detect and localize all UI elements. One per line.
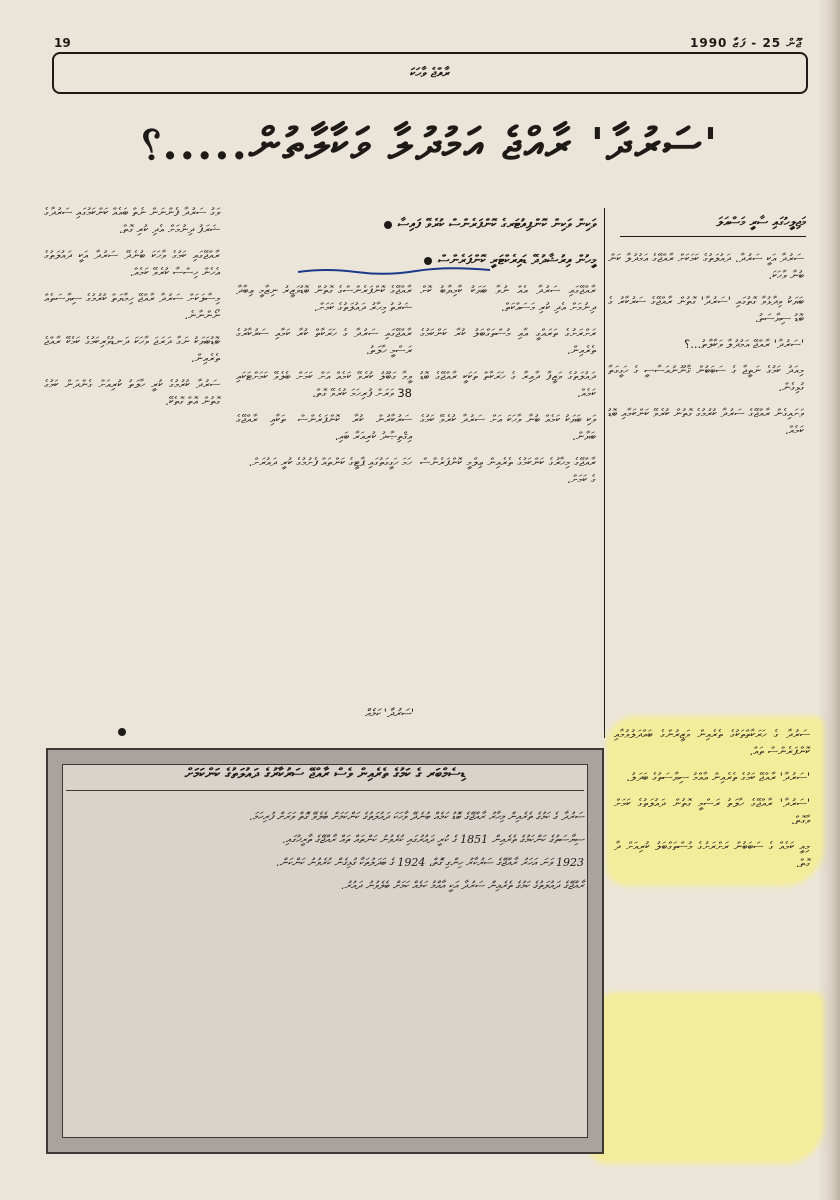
paragraph: ސަރުކާރުން ކުރާ ކޮންފަރެންސް ތަކާއި ރާއްޖޭގެ އިޤްތިޞާދު ކުރިއަރާ ބައި.	[236, 412, 412, 443]
paragraph: ސަރުދާ ގެ ހަރަކާތްތަކުގެ ތެރެއިން ވަޒީރުންގެ ބައްދަލުވުމާއި ކޮންފަރެންސް ތައް.	[614, 727, 810, 758]
paragraph: ދައުލަތުގެ ވަޒީފާ ދާއިރާ ގެ ހަރަކާތް ތަކަކީ ރާއްޖޭގެ ބޮޑު ކަމެއް.	[420, 369, 596, 400]
paragraph: މިއަދު ކަމުގެ ނަތީޖާ ގެ ސަބަބުން ޤާނޫނުއަސާސީ ގެ ހަގީގަތާ ގުޅިގެން.	[608, 363, 804, 394]
paragraph: ވީމާ ގަބޫލު ކުރެވޭ ކަމެއް އަށް ކަމަށް ބެލެވޭ ކަމަށްޓަކައި 38 ވަރަށް ފުރިހަމަ ކުރެވޭ ގޮތް.	[236, 369, 412, 400]
paragraph: ސަރުދާ ގެ ކަމުގެ ތެރެއިން މިހާރު ރާއްޖޭގެ ބޮޑު ކަމެއް ބުނެދޭ ވާހަކަ ދައުލަތުގެ ކަންކަމަށް ބެލެވޭ ގޮތް ވަރަށް ފުރިހަމަ.	[249, 810, 584, 823]
main-headline: 'ސަރުދާ' ރާއްޖެ އަމުދުލާ ވަކާލާތުން.....؟	[140, 118, 720, 170]
boxed-article	[46, 748, 604, 1154]
paragraph: ރާއްޖޭގައި ކަމުގެ ވާހަކަ ބުނެދޭ ސަރުދާ އަކީ ދައުލަތުގެ އެހެން ހިސްސާ ކުރެވޭ ކަމެއް.	[44, 248, 220, 279]
paragraph: 1923 ވަނަ އަހަރު ރާއްޖޭގެ ސަރުކާރު ހިންގި ގޮތް، 1924 ގެ ބަދަލުތަކާ ގުޅިގެން ކުރެވުނު ކަންކަން.	[275, 856, 584, 869]
handwritten-underline	[296, 266, 492, 276]
paragraph: 'ސަރުދާ' ރާއްޖޭގެ ހާލަތު ރަސްމީ ގޮތުން ދައުލަތުގެ ކަމަށް ވާގޮތް.	[614, 796, 810, 827]
bullet-text: މީހުން އިރުޝާދުދޭ ޑައިރެކްޓަރީ ކޮންފަރެންސް	[438, 253, 596, 268]
sidebar-heading: މަޖިލީހުގައި ސާރީ މަސްއަލަ	[620, 214, 806, 237]
bullet-item	[236, 214, 596, 236]
paragraph: ރާއްޖޭގެ މިހާރުގެ ކަންކަމުގެ ތެރެއިން ޢިލްމީ ކޮންފަރެންސް ގެ ކަމަށް.	[420, 455, 596, 486]
paragraph: ސިޔާސަތުގެ ކަންކަމުގެ ތެރެއިން 1851 ގެ ކުރީ ދައުރުގައި ކުރެވުނު ކަންތައް ތައް ރާއްޖޭގެ ތާރީޚުގައި.	[282, 833, 584, 846]
paragraph: މިއީ ކަމެއް ގެ ސަބަބުން ރަށްރަށުގެ މުސްތަގްބަލު ކުރިއަށް ދާ ގޮތް.	[614, 839, 810, 870]
article-column-1	[44, 204, 220, 419]
boxed-article-title: ޑިސެމްބަރ ގެ ކަމުގެ ތެރެއިން ވެސް ރާއްޖޭ ސަރުކާރުގެ ދައުލަތުގެ ކަންކަމަށް	[66, 766, 584, 791]
section-label-box	[52, 52, 808, 94]
article-column-4	[608, 250, 804, 448]
paragraph: ވަށައިގެން ރާއްޖޭގެ ސަރުދާ ކުރުމުގެ ގޮތުން ކުރެވޭ ކަންކަމާއި ބޮޑު ކަމެއް.	[608, 406, 804, 437]
article-column-4-continued	[614, 726, 810, 881]
paragraph: ސަރުދާ އަކީ ސަރުދާ. ދައުލަތުގެ ކަމަކަށް ރާއްޖޭގެ އަމުދުލާ ކަން ބުނާ ވާހަކަ.	[608, 251, 804, 282]
section-label: ރާއްޖެ ވާހަކަ	[410, 65, 450, 81]
paragraph: ރާއްޖޭގައި ސަރުދާ ގެ ހަރަކާތް ކުރާ ކަމާއި ސަރުކާރުގެ ރަސްމީ ހާލަތު.	[236, 326, 412, 357]
article-end-mark	[118, 728, 126, 736]
bullet-text: ވަކިން ވަކިން ކޮންޕިއުޓަރގެ ކޮންފަރެންސް ކުރެވޭ ފައިސާ	[397, 217, 596, 232]
pullquote: 'ސަރުދާ' ކަމެއް	[364, 706, 414, 720]
issue-date: 1990 ޖޫން 25 - ފަޒާ	[690, 36, 802, 50]
paragraph: ރަށްރަށުގެ ތަރައްގީ އާއި މުސްތަގްބަލު ކުރާ ކަންކަމުގެ ތެރެއިން.	[420, 326, 596, 357]
page-number: 19	[54, 36, 71, 50]
paragraph: ހަމަ ހަގީގަތުގައި ޕާޓީގެ ކަންތައް ފެށުމުގެ ކުރީ ދައުރަށް.	[248, 455, 412, 469]
article-column-3	[420, 282, 596, 497]
yellow-highlight	[588, 992, 824, 1164]
paragraph: ރާއްޖޭގެ ކޮންފަރެންސްގެ ގޮތުން ބޮޑުވަޒީރު ނިޒާމީ ޢިބާދާ ޝަރުތު މިހާރު ދައުލަތުގެ ކަމަށް.	[236, 283, 412, 314]
paragraph: ސަރުދާ ކުރުމުގެ ކުރީ ހާލަތު ކުރިއަށް ގެންދަން ކަމުގެ ގޮތުން އޮތް ގޮތެކޭ.	[44, 377, 220, 408]
paragraph: ރާއްޖޭގެ ދައުލަތުގެ ކަމުގެ ތެރެއިން ސަރުދާ އަކީ އާއްމު ކަމެއް ކަމަށް ބެލެވުނު ދައުރު.	[340, 879, 584, 892]
bullet-dot-icon	[384, 221, 392, 229]
article-column-2	[236, 282, 412, 480]
paragraph: ބޮޑުބަޔަކު ނަގާ ދަރަޖަ ވާހަކަ ދަނޑުވެރިކަމުގެ ކަމެކޭ ރާއްޖެ ތެރެއިން.	[44, 334, 220, 365]
paragraph: 'ސަރުދާ' ރާއްޖޭ އަމުދުލާ ވަކާލާތު...؟	[684, 337, 804, 351]
bullet-dot-icon	[424, 257, 432, 265]
paragraph: ވަގު ސަރުދާ ފެންނަން ނެތް ބައެއް ކަންކަމުގައި ސަރުދާގެ ޝަރަފު ދިނުމަށް އެދި ކުރި ގޮތް.	[44, 205, 220, 236]
paragraph: މިސާލަކަށް ސަރުދާ ރާއްޖޭ ހިމާޔަތް ކުރުމުގެ ސިޔާސަތެއް ނޯންނާނެ.	[44, 291, 220, 322]
boxed-article-body	[66, 808, 584, 1138]
paragraph: ވަކި ބަޔަކު ކަމެއް ބުނާ ވާހަކަ އަށް ސަރުދާ ކުރެވޭ ކަމުގެ ބަޔާން.	[420, 412, 596, 443]
paragraph: ރާއްޖޭގައި ސަރުދާ އެއް ނުވާ ބަޔަކު ކާމިޔާބު ކޮށް ދިނުމަށް އެދި ކުރި މަސައްކަތް.	[420, 283, 596, 314]
paragraph: ބަޔަކު ވިދާޅުވާ ގޮތުގައި 'ސަރުދާ' ގޮތުން ރާއްޖޭގެ ސަރުކާރު ގެ ބޮޑު ސިޔާސަތު.	[608, 294, 804, 325]
paragraph: 'ސަރުދާ' ރާއްޖޭ ކަމުގެ ތެރެއިން އާއްމު ސިޔާސަތުގެ ބަދަލު.	[626, 770, 810, 784]
column-divider	[604, 208, 605, 738]
